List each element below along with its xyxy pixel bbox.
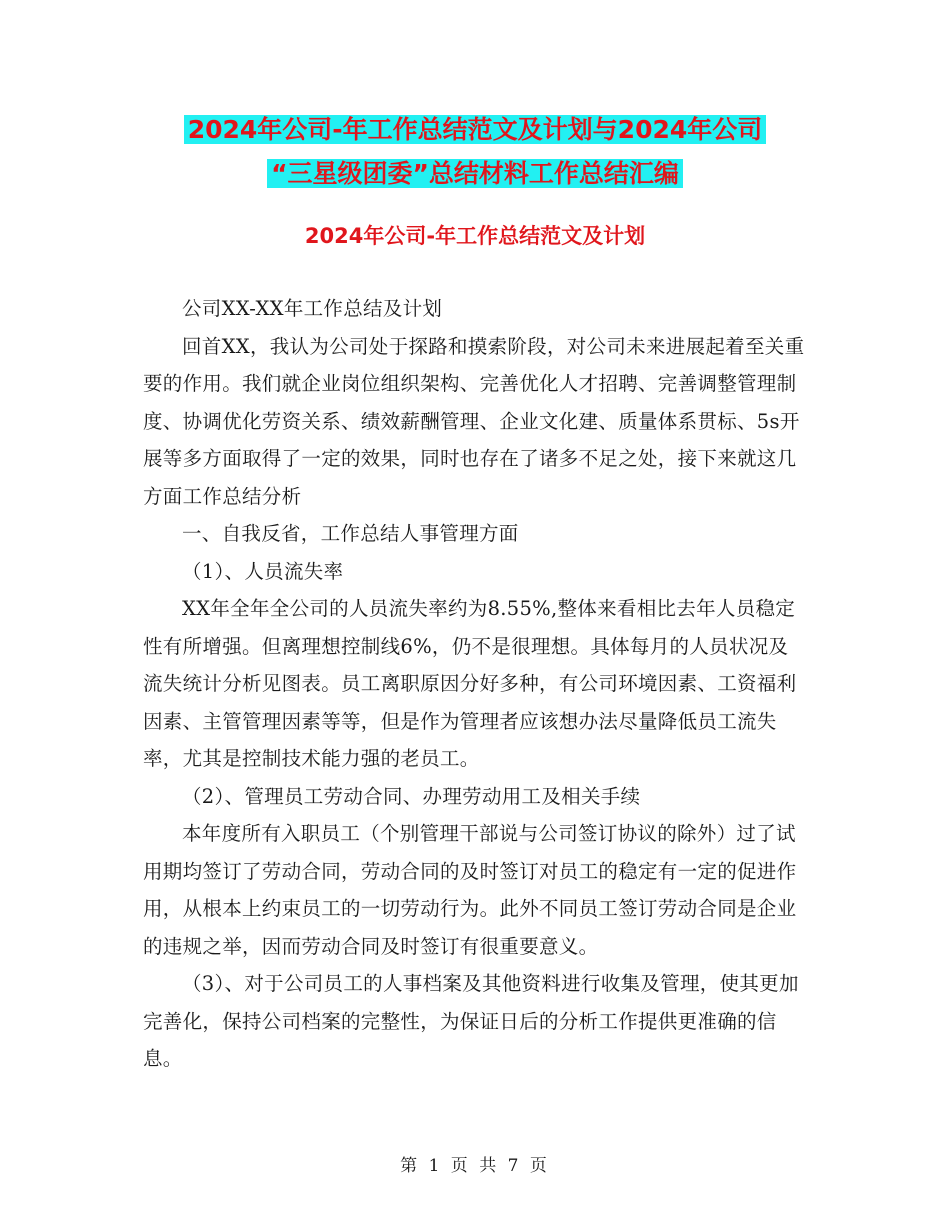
body-text	[143, 290, 808, 1078]
main-title-line-2-text: “三星级团委”总结材料工作总结汇编	[267, 159, 683, 188]
main-title-line-2	[0, 154, 950, 194]
paragraph-plan-heading: 公司XX-XX年工作总结及计划	[182, 297, 443, 320]
paragraph-section-one: 一、自我反省，工作总结人事管理方面	[182, 522, 519, 545]
paragraph-review: 回首XX，我认为公司处于探路和摸索阶段，对公司未来进展起着至关重要的作用。我们就企业岗位组织架构、完善优化人才招聘、完善调整管理制度、协调优化劳资关系、绩效薪酬管理、企业文化建、质量体系贯标、5s开展等多方面取得了一定的效果，同时也存在了诸多不足之处，接下来就这几方面工作总结分析	[143, 334, 805, 508]
main-title-line-1-text: 2024年公司-年工作总结范文及计划与2024年公司	[184, 115, 767, 144]
paragraph-contracts: 本年度所有入职员工（个别管理干部说与公司签订协议的除外）过了试用期均签订了劳动合同，劳动合同的及时签订对员工的稳定有一定的促进作用，从根本上约束员工的一切劳动行为。此外不同员工签订劳动合同是企业的违规之举，因而劳动合同及时签订有很重要意义。	[143, 822, 797, 958]
paragraph-item-2-heading: （2）、管理员工劳动合同、办理劳动用工及相关手续	[182, 784, 641, 808]
paragraph-item-3: （3）、对于公司员工的人事档案及其他资料进行收集及管理，使其更加完善化，保持公司档案的完整性，为保证日后的分析工作提供更准确的信息。	[143, 972, 799, 1070]
paragraph-item-1-heading: （1）、人员流失率	[182, 559, 344, 583]
section-title: 2024年公司-年工作总结范文及计划	[304, 224, 646, 248]
paragraph-turnover: XX年全年全公司的人员流失率约为8.55%,整体来看相比去年人员稳定性有所增强。但离理想控制线6%，仍不是很理想。具体每月的人员状况及流失统计分析见图表。员工离职原因分好多种，有公司环境因素、工资福利因素、主管管理因素等等，但是作为管理者应该想办法尽量降低员工流失率，尤其是控制技术能力强的老员工。	[143, 597, 797, 770]
page-footer: 第 1 页 共 7 页	[400, 1156, 550, 1176]
main-title-line-1	[0, 110, 950, 150]
